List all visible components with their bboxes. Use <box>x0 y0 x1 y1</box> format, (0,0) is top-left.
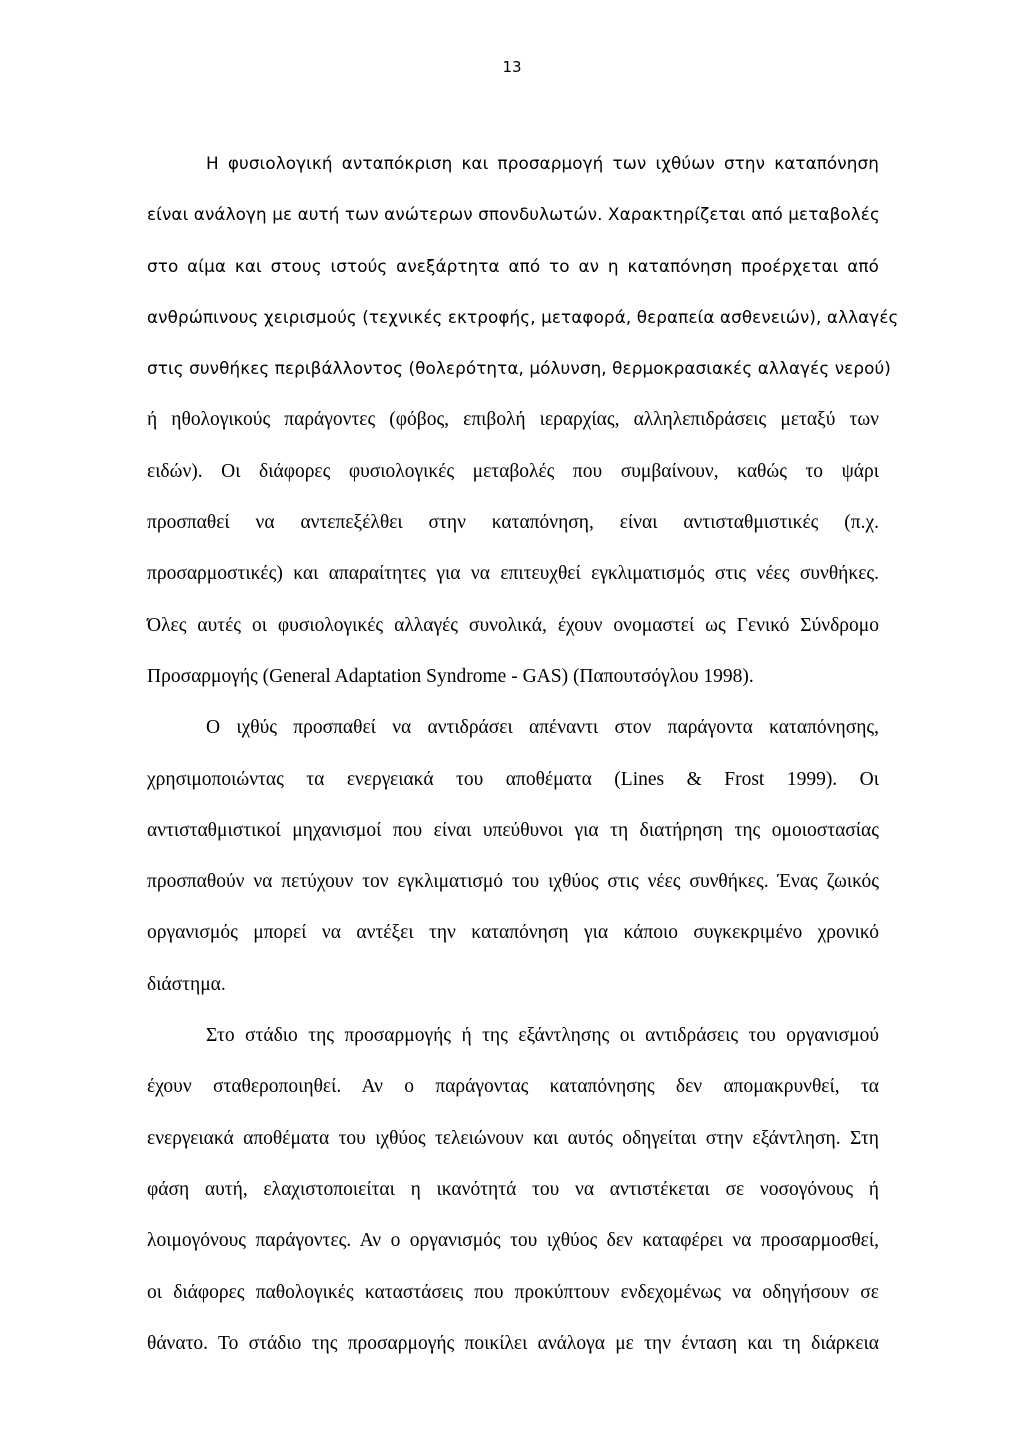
text-line: ειδών). Οι διάφορες φυσιολογικές μεταβολές που συμβαίνουν, καθώς το ψάρι <box>147 460 879 482</box>
text-line: Προσαρμογής (General Adaptation Syndrome - GAS) (Παπουτσόγλου 1998). <box>147 665 754 687</box>
text-line: αντισταθμιστικοί μηχανισμοί που είναι υπεύθυνοι για τη διατήρηση της ομοιοστασίας <box>147 819 879 841</box>
text-line: προσαρμοστικές) και απαραίτητες για να επιτευχθεί εγκλιματισμός στις νέες συνθήκες. <box>147 563 879 585</box>
text-line: λοιμογόνους παράγοντες. Αν ο οργανισμός του ιχθύος δεν καταφέρει να προσαρμοσθεί, <box>147 1230 879 1252</box>
text-line: στις συνθήκες περιβάλλοντος (θολερότητα, μόλυνση, θερμοκρασιακές αλλαγές νερού) <box>147 358 891 379</box>
text-line: στο αίμα και στους ιστούς ανεξάρτητα από το αν η καταπόνηση προέρχεται από <box>147 255 879 276</box>
text-line: φάση αυτή, ελαχιστοποιείται η ικανότητά του να αντιστέκεται σε νοσογόνους ή <box>147 1178 879 1200</box>
text-line: διάστημα. <box>147 973 226 995</box>
text-line: οι διάφορες παθολογικές καταστάσεις που προκύπτουν ενδεχομένως να οδηγήσουν σε <box>147 1281 879 1303</box>
text-line: προσπαθούν να πετύχουν τον εγκλιματισμό του ιχθύος στις νέες συνθήκες. Ένας ζωικός <box>147 871 879 893</box>
text-line: οργανισμός μπορεί να αντέξει την καταπόνηση για κάποιο συγκεκριμένο χρονικό <box>147 922 879 944</box>
body-text <box>147 138 899 1369</box>
text-line: έχουν σταθεροποιηθεί. Αν ο παράγοντας καταπόνησης δεν απομακρυνθεί, τα <box>147 1076 879 1098</box>
text-line: Η φυσιολογική ανταπόκριση και προσαρμογή των ιχθύων στην καταπόνηση <box>206 153 879 173</box>
text-line: προσπαθεί να αντεπεξέλθει στην καταπόνηση, είναι αντισταθμιστικές (π.χ. <box>147 512 879 534</box>
page-number: 13 <box>502 58 522 76</box>
text-line: ή ηθολογικούς παράγοντες (φόβος, επιβολή ιεραρχίας, αλληλεπιδράσεις μεταξύ των <box>147 409 879 431</box>
text-line: χρησιμοποιώντας τα ενεργειακά του αποθέματα (Lines & Frost 1999). Οι <box>147 768 879 790</box>
text-line: είναι ανάλογη με αυτή των ανώτερων σπονδυλωτών. Χαρακτηρίζεται από μεταβολές <box>147 204 880 225</box>
text-line: Όλες αυτές οι φυσιολογικές αλλαγές συνολικά, έχουν ονομαστεί ως Γενικό Σύνδρομο <box>147 614 879 636</box>
text-line: Στο στάδιο της προσαρμογής ή της εξάντλησης οι αντιδράσεις του οργανισμού <box>206 1025 879 1047</box>
text-line: Ο ιχθύς προσπαθεί να αντιδράσει απέναντι στον παράγοντα καταπόνησης, <box>206 717 879 739</box>
text-line: ανθρώπινους χειρισμούς (τεχνικές εκτροφής, μεταφορά, θεραπεία ασθενειών), αλλαγές <box>147 306 899 327</box>
text-line: ενεργειακά αποθέματα του ιχθύος τελειώνουν και αυτός οδηγείται στην εξάντληση. Στη <box>147 1127 879 1149</box>
text-line: θάνατο. Το στάδιο της προσαρμογής ποικίλει ανάλογα με την ένταση και τη διάρκεια <box>147 1332 879 1354</box>
